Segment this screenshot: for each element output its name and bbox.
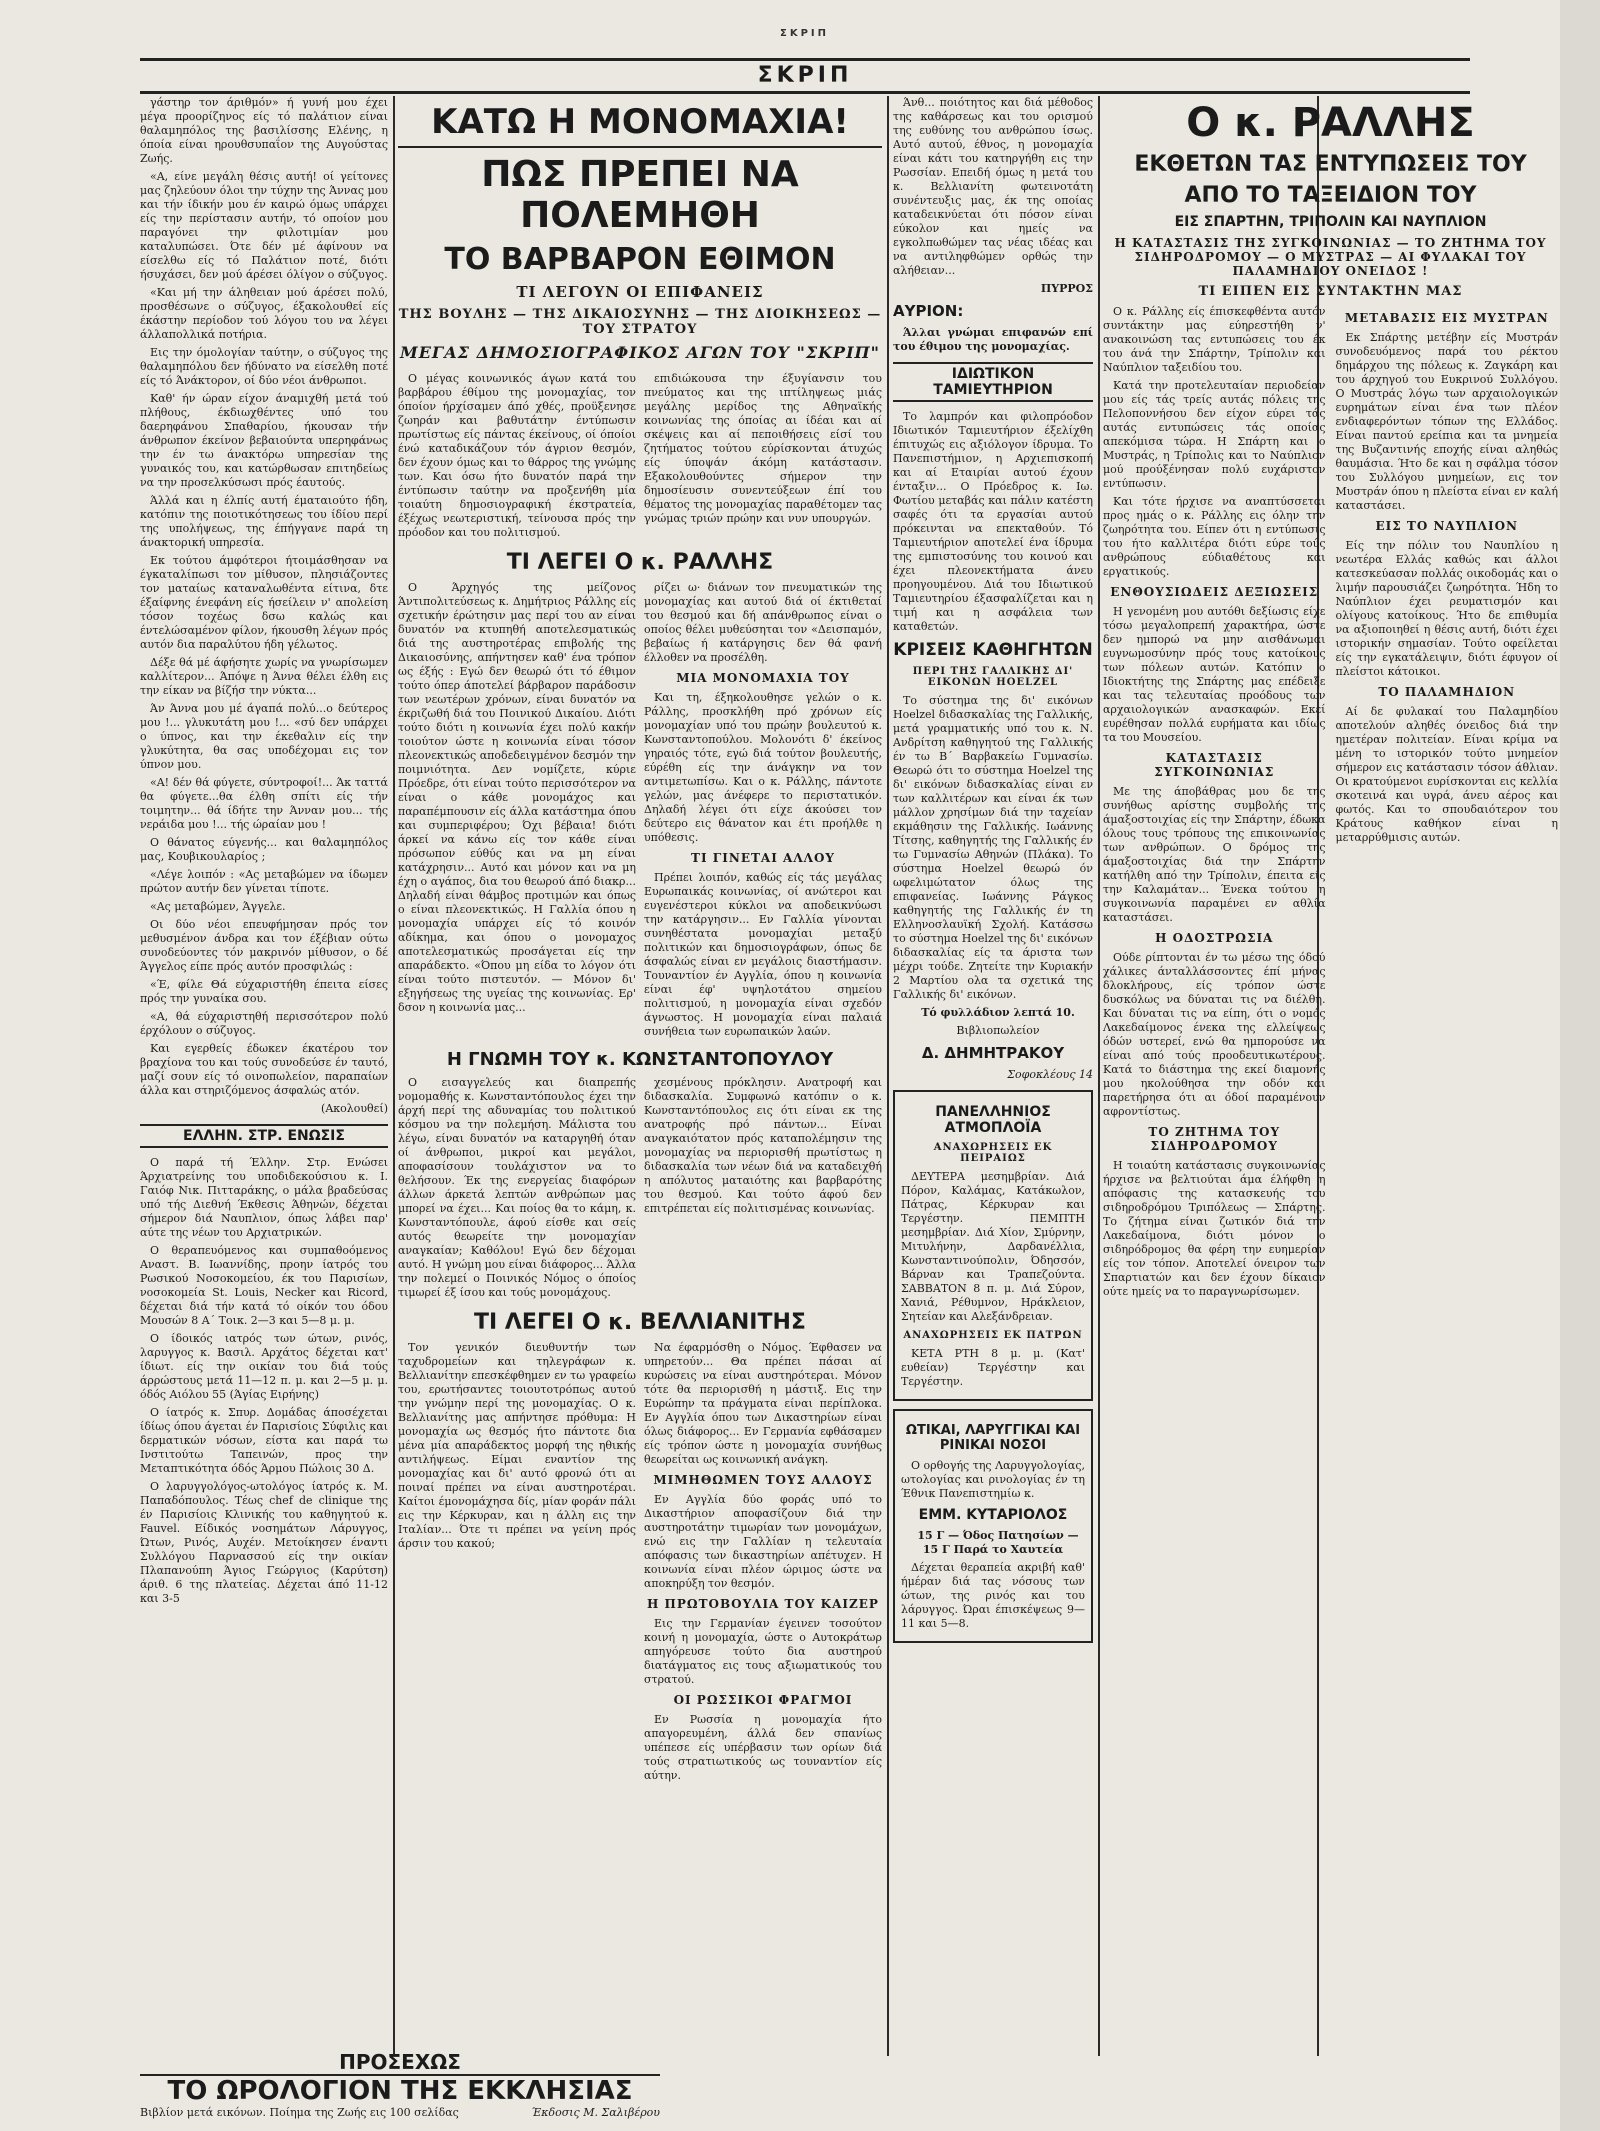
ad-paragraph: Ο θεραπευόμενος και συμπαθοόμενος Αναστ. Β. Ιωαννίδης, προην ίατρός του Ρωσικού Νοσοκομείου, έκ του Παρισίων, νοσοκομεία St. Louis, Necker και Ricord, δέχεται διά τήν κατά τό οίκόν του όδου Μουσών 8 Α΄ Τοικ. 2—3 και 5—8 μ. μ. [140, 1244, 388, 1327]
story-paragraph: «Α! δέν θά φύγετε, σύντροφοί!... Άκ ταττά θα φύγετε...θα έλθη σπίτι είς τήν τοιμητην... θά ίδήτε την Άνναν μου... τής νεράιδα μου !... τής ώραίαν μου ! [140, 776, 388, 831]
mono-heading: ΜΙΑ ΜΟΝΟΜΑΧΙΑ ΤΟΥ [676, 671, 850, 685]
vell-heading: ΤΙ ΛΕΓΕΙ Ο κ. ΒΕΛΛΙΑΝΙΤΗΣ [474, 1310, 806, 1335]
headline-1: ΚΑΤΩ Η ΜΟΝΟΜΑΧΙΑ! [398, 102, 882, 148]
serial-story [140, 96, 388, 1098]
story-paragraph: «Λέγε λοιπόν : «Ας μεταβώμεν να ίδωμεν πρώτον αυτήν δεν γίνεται τίποτε. [140, 868, 388, 895]
kris-shop-label: Βιβλιοπωλείον [956, 1024, 1040, 1037]
rallis-interview-right [1336, 305, 1559, 1303]
kon-left: Ο εισαγγελεύς και διαπρεπής νομομαθής κ. Κωνσταντόπουλος έχει την άρχή περί της αδυναμίας του πολιτικού κόσμου να την πολεμήση. Μάλιστα του λέγω, είναι δυνατόν να καταργηθή όταν οί άνθρωποι, μικροί και μεγάλοι, αποφασίσουν τουλάχιστον να το θελήσουν. Έκ της ενεργείας διαφόρων άλλων άρκετά λεπτών ανθρώπων μας μπορεί να έχει... Και ποίος θα το κάμη, κ. Κωνσταντόπουλε, άφού είσθε και σείς αυτός θεωρείτε την μονομαχίαν αναγκαίαν; Καθόλου! Εγώ δεν δέχομαι αυτό. Η γνώμη μου είναι διάφορος... Άλλα την πολεμεί ο Ποινικός Νόμος ο όποίος τιμωρεί έξ ίσου και τούς μονομάχους. [398, 1076, 636, 1299]
rallis-left: Ο Άρχηγός της μείζονος Άντιπολιτεύσεως κ. Δημήτριος Ράλλης είς σχετικήν έρώτησιν μας περί του αν είναι δυνατόν να κτυπηθή αποτελεσματικώς διά της αυστηροτέρας επιβολής της Δικαιοσύνης, απήντησεν καθ' ένα τρόπον ως έξής : Εγώ δεν θεωρώ ότι τό έθιμον τούτο όπερ άποτελεί βάρβαρον παράδοσιν των νεωτέρων χρόνων, είναι δυνατόν να έκριζωθή διά του Ποινικού Δικαίου. Διότι τούτο διότι η κοινωνία έχει πολύ κακήν τοιούτον ώστε η κοινωνία είναι τόσον πλεονεκτικώς αποδεδειγμένον δεσμόν την ποιμνιότητα. Δεν νομίζετε, κύριε Πρόεδρε, ότι είναι τούτο περισσότερον να είναι ο κάθε μονομάχος και παραπέμπουσιν είς άλλα κατάστημα όπου και συμπεριφέρου; Όχι βέβαια! διότι άρκεί να κάνω είς τον κάθε είναι πρόσωπον εύθύς και να μη είναι κατάχρησιν... Αυτό και μόνον και να μη έχη ο αγάπος, δια του θεωρού άπό διακρ... Δηλαδή είναι θάμβος προτιμών και όπως ο είναι πλεονεκτικώς. Η Γαλλία όπου η μονομαχία υπάρχει είς τό κοινόν αδίκημα, και όπου ο μονομαχος αποτελεσματικώς προσάγεται είς την απαράδεκτο. «Όπου μη είδα το λόγον ότι είναι τούτο πιστευτόν. — Μόνον δι' εξηγήσεως της υγείας της κοινωνίας. Ερ' δσον η κοινωνία μας... [398, 581, 636, 1014]
rallis-title-2: ΕΚΘΕΤΩΝ ΤΑΣ ΕΝΤΥΠΩΣΕΙΣ ΤΟΥ [1134, 152, 1527, 177]
rallis-left-col [398, 581, 636, 1043]
col3-top-text: Άνθ... ποιότητος και διά μέθοδος της καθάρσεως και του ορισμού της ευθύνης του ανθρώπου ίσως. Αυτό αυτού, έθνος, η μονομαχία είναι κάτι του κατηργήθη εις την Ρωσσίαν. Επειδή όμως η μετά του κ. Βελλιανίτη φωτεινοτάτη συνέντευξις μας, έκ της οποίας καταδεικνύεται ότι πόσον είναι εύκολον και ημείς να εγκολπωθώμεν τας νέας ιδέας και να αντιληφθώμεν ορθώς την αλήθειαν... [893, 96, 1093, 277]
lead-col-left [398, 372, 636, 544]
odo-text: Ούδε ρίπτονται έν τω μέσω της όδού χάλικες άνταλλάσσοντες έπί μήνας δλοκλήρους, είς τρόπον ώστε δυσκόλως να δύναται τις να διέλθη. Και δύναται τις να είπη, ότι ο νομός Λακεδαίμονος ένεκα της ελλείψεως όδών υστερεί, ενώ θα ημπορούσε να είναι από τούς προοδευτικωτέρους. Κατά το διάστημα της εκεί διαμονής μου ηκολούθησα την οδόν και παρετήρησα ότι αι όδοί παραμένουν αφροντίστως. [1103, 951, 1326, 1118]
column-rule [887, 96, 889, 2056]
interview-paragraph: Και τότε ήρχισε να αναπτύσσεται προς ημάς ο κ. Ράλλης εις όλην την ζωηρότητα του. Είπεν ότι η εντύπωσις του ήτο καλλιτέρα διότι εύρε τούς ανθρώπους εύδιαθέτους και εργατικούς. [1103, 495, 1326, 578]
vell-right: Να έφαρμόσθη ο Νόμος. Έφθασεν να υπηρετούν... Θα πρέπει πάσαι αί κυρώσεις να είναι αυστηρότεραι. Μόνον τότε θα περιορισθή η μάστιξ. Εις την Ευρώπην τα πράγματα είναι περίπλοκα. Εν Αγγλία όπου των Δικαστηρίων είναι όλως διάφορος... Εν Γερμανία εφθάσαμεν είς τρόπον ώστε η μονομαχία συνήθως θεωρείται ως κοινωνική ανάγκη. [644, 1341, 882, 1466]
column-rule [393, 96, 395, 2056]
odo-heading: Η ΟΔΟΣΤΡΩΣΙΑ [1155, 931, 1274, 945]
sid-heading: ΤΟ ΖΗΤΗΜΑ ΤΟΥ ΣΙΔΗΡΟΔΡΟΜΟΥ [1148, 1125, 1281, 1153]
kon-heading: Η ΓΝΩΜΗ ΤΟΥ κ. ΚΩΝΣΤΑΝΤΟΠΟΥΛΟΥ [446, 1049, 834, 1070]
nav-heading: ΕΙΣ ΤΟ ΝΑΥΠΛΙΟΝ [1375, 519, 1518, 533]
kon-right-col [644, 1076, 882, 1304]
rallis-right-col [644, 581, 882, 1043]
kris-price: Τό φυλλάδιον λεπτά 10. [921, 1006, 1075, 1019]
nav-text: Είς την πόλιν του Ναυπλίου η νεωτέρα Ελλάς καθώς και άλλοι κατεσκεύασαν πολλάς οικοδομάς και ο λιμήν παρουσιάζει ζωηρότητα. Ήδη το Ναύπλιον έχει ρευματισμόν και ολίγους κατοίκους. Ήτο δε επιθυμία να αξιοποιηθεί η θέσις αυτή, διότι έχει ιστορικήν σημασίαν. Τούτο οφείλεται είς την εγκατάλειψιν, διότι έφυγον οί πλείστοι κάτοικοι. [1335, 539, 1558, 678]
ship-text: ΔΕΥΤΕΡΑ μεσημβρίαν. Διά Πόρον, Καλάμας, Κατάκωλον, Πάτρας, Κέρκυραν και Τεργέστην. ΠΕΜΠΤΗ μεσημβρίαν. Διά Χίον, Σμύρνην, Μιτυλήνην, Δαρδανέλλια, Κωνσταντινούπολιν, Όδησσόν, Βάρναν και Τραπεζούντα. ΣΑΒΒΑΤΟΝ 8 π. μ. Διά Σύρον, Χανιά, Ρέθυμνον, Ηράκλειον, Σητείαν και Αλεξάνδρειαν. [901, 1170, 1085, 1323]
ship-sub2: ΑΝΑΧΩΡΗΣΕΙΣ ΕΚ ΠΑΤΡΩΝ [903, 1330, 1083, 1341]
doc-addr: 15 Γ — Όδος Πατησίων — 15 Γ Παρά το Χαυτεία [917, 1529, 1079, 1556]
kris-text: Το σύστημα της δι' εικόνων Hoelzel διδασκαλίας της Γαλλικής, μετά γραμματικής υπό του κ. Ν. Ανδρίτση καθηγητού της Γαλλικής έν τω Β΄ Βαρβακείω Γυμνασίω. Θεωρώ ότι το σύστημα Hoelzel της δι' εικόνων διδασκαλίας είναι εν των καλλιτέρων και είναι έκ των μάλλον χρησίμων διά την ταχείαν εκμάθησιν της Γαλλικής. Ιωάννης Τίτσης, καθηγητής της Γαλλικής έν τω Γυμνασίω Αθηνών (Πλάκα). Το σύστημα Hoelzel θεωρώ όν ωφελιμώτατον όλως της επιφανείας. Ιωάννης Ράγκος καθηγητής της Γαλλικής έν τη Ελληνοσλαυϊκή Σχολή. Κατάσσω το σύστημα Hoelzel της δι' εικόνων διδασκαλίας είς τα άριστα των μέχρι τούδε. Ζητείτε την Κυριακήν 2 Μαρτίου ολα τα σχετικά της Γαλλικής δι' εικόνων. [893, 694, 1093, 1001]
column-3 [893, 96, 1093, 2036]
kris-sub: ΠΕΡΙ ΤΗΣ ΓΑΛΛΙΚΗΣ ΔΙ' ΕΙΚΟΝΩΝ HOELZEL [912, 666, 1074, 688]
endox-heading: ΕΝΘΟΥΣΙΩΔΕΙΣ ΔΕΞΙΩΣΕΙΣ [1110, 585, 1319, 599]
rosoi-heading: ΟΙ ΡΩΣΣΙΚΟΙ ΦΡΑΓΜΟΙ [673, 1693, 853, 1707]
kon-left-col [398, 1076, 636, 1304]
story-paragraph: Οι δύο νέοι επευφήμησαν πρός τον μεθυσμένον άνδρα και τον έξέβιαν ούτω συνοδεύοντες τόν μακρινόν μίθυσον, ο δέ Άγγελος είπε πρός αυτόν προσφιλώς : [140, 918, 388, 973]
footer-sub: Βιβλίον μετά εικόνων. Ποίημα της Ζωής εις 100 σελίδας [140, 2106, 459, 2119]
story-paragraph: Και εγερθείς έδωκεν έκατέρου τον βραχίονα του και τούς συνοδεύσε έν ταυτό, μαζί σουν είς τό οινοπωλείον, παραπαίων άλλα και στηριζόμενος άσφαλώς ατόν. [140, 1042, 388, 1097]
avrion-text: Άλλαι γνώμαι επιφανών επί του έθιμου της μονομαχίας. [893, 326, 1093, 353]
intro-right: επιδιώκουσα την έξυγίανσιν του πνεύματος και της ιπτίληψεως μιάς μεγάλης μερίδος της Αθηναϊκής κοινωνίας της όποίας αι ίδέαι και αί σκέψεις και αί πεποιθήσεις είσί του ζητήματος τούτου εύρίσκονται άτυχώς είς ύποψάν άκόμη κατάστασιν. Εξακολουθούντες σήμερον την δημοσίευσιν συνεντεύξεων έπί του θέματος της μονομαχίας παραθέτομεν τας γνώμας τριών πρώην και νυν υπουργών. [644, 372, 882, 525]
rallis-right: ρίζει ω· διάνων τον πνευματικών της μονομαχίας και αυτού διά οί έκτιθεταί του θεσμού και δή απάνθρωπος είναι ο οποίος θέλει μυθεύσηται τον «Δεισπαμόν, βεβαίως ή κατάργησις δεν θά φανή έλλοθεν να προσέλθη. [644, 581, 882, 664]
signature: ΠΥΡΡΟΣ [1040, 282, 1093, 295]
subhead-2: ΤΗΣ ΒΟΥΛΗΣ — ΤΗΣ ΔΙΚΑΙΟΣΥΝΗΣ — ΤΗΣ ΔΙΟΙΚΗΣΕΩΣ — ΤΟΥ ΣΤΡΑΤΟΥ [398, 307, 882, 337]
footer-heading: ΠΡΟΣΕΧΩΣ [339, 2050, 461, 2074]
endox-text: Η γενομένη μου αυτόθι δεξίωσις είχε τόσω μεγαλοπρεπή χαρακτήρα, ώστε δεν ημπορώ να μην αισθάνωμαι ευγνωμοσύνην πρός τους κατοίκους των πόλεων αυτών. Κατόπιν ο Ιδιοκτήτης της Σπάρτης μας επέδειξε και τας τελευταίας προόδους των αρχαιολογικών ανασκαφών. Εκεί ευρέθησαν πολλά ευρήματα και ιδίως τα του Μουσείου. [1103, 605, 1326, 744]
vell-right-col [644, 1341, 882, 1787]
rallis-sub-2: ΤΙ ΕΙΠΕΝ ΕΙΣ ΣΥΝΤΑΚΤΗΝ ΜΑΣ [1198, 284, 1463, 299]
story-paragraph: Δέξε θά μέ άφήσητε χωρίς να γνωρίσωμεν καλλίτερον... Άπόψε η Άννα θέλει έλθη εις την είκαν να βίζήσ την νύκτα... [140, 656, 388, 697]
ship-ad [893, 1090, 1093, 1401]
masthead [140, 58, 1470, 94]
kris-heading: ΚΡΙΣΕΙΣ ΚΑΘΗΓΗΤΩΝ [893, 640, 1093, 660]
doc-name: ΕΜΜ. ΚΥΤΑΡΙΟΛΟΣ [918, 1507, 1068, 1523]
rallis-interview-body [1103, 305, 1558, 1303]
sid-text: Η τοιαύτη κατάστασις συγκοινωνίας ήρχισε να βελτιούται άμα έλήφθη η απόφασις της κατασκευής του σιδηροδρόμου Τριπόλεως — Σπάρτης. Το ζήτημα είναι ζωτικόν διά την Λακεδαίμονα, διότι μόνον ο σιδηρόδρομος θα φέρη την ευημερίαν είς τον τόπον. Αποτελεί όνειρον των Σπαρτιατών και δεν έχουν δίκαιον ούτε ημείς να το παραγνωρίσωμεν. [1103, 1159, 1326, 1298]
allou-text: Πρέπει λοιπόν, καθώς είς τάς μεγάλας Ευρωπαικάς κοινωνίας, οί ανώτεροι και ευγενέστεροι κύκλοι να αποδεικνύωσι την κατάργησιν... Εν Γαλλία γίνονται συνηθέστατα μονομαχίαι μεταξύ πολιτικών και δημοσιογράφων, όπως δε άσφαλώς είναι εν μεγάλοις διαστήμασιν. Τουναντίον έν Αγγλία, όπου η κοινωνία είναι έφ' υψηλοτάτου σημείου πολιτισμού, η μονομαχία είναι σχεδόν άγνωστος. Η μονομαχία είναι παλαιά συνήθεια των ευρωπαικών λαών. [644, 871, 882, 1038]
kris-addr: Σοφοκλέους 14 [1007, 1068, 1093, 1081]
intro-left: Ο μέγας κοινωνικός άγων κατά του βαρβάρου έθίμου της μονομαχίας, τον όποίον ήρχίσαμεν άπό χθές, προϋξενησε ζωηράν και βαθυτάτην έντύπωσιν πρωτίστως είς πάντας έκείνους, οί όποίοι ένώ καταδικάζουν τόν άγριον θεσμόν, δεν έχουν όμως και το θάρρος της γνώμης των. Και όσω ήτο δυνατόν παρά την έντύπωσιν ταύτην να προξενήθη μία τοιαύτη δημοσιογραφική έκστρατεία, έξέχως νεωτεριστική, τείνουσα πρός την πρόοδον και του πολιτισμού. [398, 372, 636, 539]
story-paragraph: «Α, είνε μεγάλη θέσις αυτή! οί γείτονες μας ζηλεύουν όλοι την τύχην της Άννας μου και τήν ίδικήν μου έν καιρώ όμως υπάρχει είς την περίστασιν αυτήν, τό οποίον μου παραγόνει την φιλοτιμίαν μου καταλυπώσει. Ότε δέν μέ άφίνουν να είσελθω είς τό Παλάτιον ποτέ, διότι ήσυχάσει, δεν μού άρέσει όλίγον ο σύζυγος. [140, 170, 388, 281]
story-paragraph: γάστηρ τον άριθμόν» ή γυνή μου έχει μέγα προορίζηνος είς τό παλάτιον είναι θαλαμηπόλος της βασιλίσσης Ελένης, η όποία είναι ηρουθσυπαΐον της Αυγούστας Ζωής. [140, 96, 388, 165]
rallis-body [398, 581, 882, 1043]
rallis-title-1: Ο κ. ΡΑΛΛΗΣ [1186, 100, 1475, 146]
column-rule [1098, 96, 1100, 2056]
footer-line [140, 2106, 660, 2119]
allou-heading: ΤΙ ΓΙΝΕΤΑΙ ΑΛΛΟΥ [691, 851, 835, 865]
ship-heading: ΠΑΝΕΛΛΗΝΙΟΣ ΑΤΜΟΠΛΟΪΑ [935, 1104, 1051, 1136]
footer-pub: Έκδοσις Μ. Σαλιβέρου [531, 2106, 660, 2119]
story-paragraph: «Ας μεταβώμεν, Άγγελε. [150, 900, 286, 913]
vell-left: Τον γενικόν διευθυντήν των ταχυδρομείων και τηλεγράφων κ. Βελλιανίτην επεσκέφθημεν εν τω γραφείω του, ερωτήσαντες τοιουτοτρόπως αυτού την γνώμην περί της μονομαχίας. Ο κ. Βελλιανίτης μας απήντησε πρόθυμα: Η μονομαχία ως θεσμός ήτο πάντοτε δια μένα μία απαράδεκτος μορφή της ηθικής αντιλήψεως. Είμαι εναντίον της μονομαχίας και δι' αυτό φρονώ ότι αι ποιναί πρέπει να είναι αυστηροτέραι. Καίτοι έμονομάχησα δίς, μίαν φοράν πάλι εις την Κέρκυραν, και η άλλη εις την Ιταλίαν... Ότε τι πρέπει να γείνη πρός άρσιν του κακού; [398, 1341, 636, 1550]
story-paragraph: «Α, θά εύχαριστηθή περισσότερον πολύ έρχόλουν ο σύζυγος. [140, 1010, 388, 1037]
kat-heading: ΚΑΤΑΣΤΑΣΙΣ ΣΥΓΚΟΙΝΩΝΙΑΣ [1154, 751, 1275, 779]
ship-sub: ΑΝΑΧΩΡΗΣΕΙΣ ΕΚ ΠΕΙΡΑΙΩΣ [933, 1142, 1053, 1164]
subhead-3: ΜΕΓΑΣ ΔΗΜΟΣΙΟΓΡΑΦΙΚΟΣ ΑΓΩΝ ΤΟΥ "ΣΚΡΙΠ" [400, 343, 880, 362]
pal-heading: ΤΟ ΠΑΛΑΜΗΔΙΟΝ [1378, 685, 1516, 699]
story-paragraph: Άλλά και η έλπίς αυτή έματαιούτο ήδη, κατόπιν της ποιοτικότησεως του ίδίου περί της υπολήψεως, της έπήγγανε παρά τη άνακτορική υπηρεσία. [140, 494, 388, 549]
story-paragraph: Άν Άννα μου μέ άγαπά πολύ...ο δεύτερος μου !... γλυκυτάτη μου !... «σύ δεν υπάρχει ο ύπνος, και την έκεθαλιν είς την γλυκύτητα, θα σας υποδέχομαι εις τον ύπνον μου. [140, 702, 388, 771]
continued-note: (Ακολουθεί) [321, 1102, 388, 1115]
rallis-title-3: ΑΠΟ ΤΟ ΤΑΞΕΙΔΙΟΝ ΤΟΥ [1184, 183, 1477, 208]
page-edge [1560, 0, 1600, 2131]
myst-text: Εκ Σπάρτης μετέβην είς Μυστράν συνοδευόμενος παρά του ρέκτου δημάρχου της πόλεως κ. Ζαγκάρη και του άρχηγού του Ευκρινού Συλλόγου. Ο Μυστράς λόγω των αρχαιολογικών ευρημάτων είναι ένα των πλέον ενδιαφερόντων τόπων της Ελλάδος. Είναι παντού ερείπια και τα μνημεία της Βυζαντινής εποχής είναι αληθώς θαυμάσια. Ήτο δε και η σφάλμα τόσον του Συλλόγου μνημείων, εις τον Μυστράν όπου η πλείστα είναι εν καλή καταστάσει. [1335, 331, 1558, 512]
mono-text: Και τη, έξηκολουθησε γελών ο κ. Ράλλης, προσκλήθη πρό χρόνων είς μονομαχίαν υπό του πρώην βουλευτού κ. Κωνσταντοπούλου. Μολονότι δ' έκείνος γηραιός τότε, εγώ διά τούτον βουλευτής, εύρέθη είς την άνάγκην να τον αντιμετωπίσω. Και ο κ. Ράλλης, πάντοτε γελών, μας άνέφερε το περιστατικόν. Δηλαδή λέγει ότι είχε άκούσει τον δεύτερο εις θάνατον και έτι προήλθε η υπόθεσις. [644, 691, 882, 844]
doc-intro: Ο ορθογής της Λαρυγγολογίας, ωτολογίας και ρινολογίας έν τη Έθνικ Πανεπιστημίω κ. [901, 1459, 1085, 1500]
column-2 [398, 96, 882, 2036]
column-1 [140, 96, 388, 2036]
column-4 [1103, 96, 1558, 2036]
pal-text: Αί δε φυλακαί του Παλαμηδίου αποτελούν αληθές όνειδος διά την ημετέραν πολιτείαν. Είναι κρίμα να μένη το ιστορικόν τούτο μνημείον σήμερον εις κατάστασιν τόσον άθλιαν. Οι κρατούμενοι ευρίσκονται εις κελλία σκοτεινά και υγρά, άνευ αέρος και φωτός. Και το σπουδαιότερον του Κράτους καθήκον είναι η μεταρρύθμισις αυτών. [1335, 705, 1558, 844]
footer-notice [140, 2050, 660, 2119]
ad-paragraph: Ο ίδοικός ιατρός των ώτων, ρινός, λαρυγγος κ. Βασιλ. Αρχάτος δέχεται κατ' ίδιωτ. είς την οικίαν του διά τούς άρρώστους μετά 11—12 π. μ. και 2—5 μ. μ. όδός Αιόλου 55 (Άγίας Ειρήνης) [140, 1332, 388, 1401]
ad-section-heading: ΕΛΛΗΝ. ΣΤΡ. ΕΝΩΣΙΣ [140, 1124, 388, 1148]
ad-paragraph: Ο παρά τή Έλλην. Στρ. Ενώσει Άρχιατρείνης του υποδιδεκούσιου κ. Ι. Γαιόφ Νικ. Πιτταράκης, ο μάλα βραδεύσας υπό τής Διεθνή Έκθεσις Άθηνών, δέχεται σήμερον διά Ναυπλιον, όπως λάβει παρ' αύτε της νέων του Αρχιατρικών. [140, 1156, 388, 1239]
kris-shop: Δ. ΔΗΜΗΤΡΑΚΟΥ [921, 1044, 1065, 1062]
ship-text2: ΚΕΤΑ ΡΤΗ 8 μ. μ. (Κατ' ευθείαν) Τεργέστην και Τεργέστην. [901, 1347, 1085, 1388]
doc-text: Δέχεται θεραπεία ακριβή καθ' ήμέραν διά τας νόσους των ώτων, της ρινός και του λάρυγγος. Ώραι έπισκέψεως 9—11 και 5—8. [901, 1561, 1085, 1630]
avrion-heading: ΑΥΡΙΟΝ: [893, 302, 964, 320]
doctor-ad [893, 1409, 1093, 1643]
rallis-title-4: ΕΙΣ ΣΠΑΡΤΗΝ, ΤΡΙΠΟΛΙΝ ΚΑΙ ΝΑΥΠΛΙΟΝ [1174, 214, 1487, 230]
rosoi-text: Εν Ρωσσία η μονομαχία ήτο απαγορευμένη, άλλά δεν σπανίως υπέπεσε είς υπέρβασιν των ορίων διά τούς στρατιωτικούς ως τουναντίον είς αύτην. [644, 1713, 882, 1782]
story-paragraph: Εις την όμολογίαν ταύτην, ο σύζυγος της θαλαμηπόλου δεν ήδύνατο να είσελθη ποτέ είς τό Άνάκτορον, οί δύο νέοι άνθρωποι. [140, 346, 388, 387]
interview-paragraph: Ο κ. Ράλλης είς έπισκεφθέντα αυτόν συντάκτην μας εύηρεστήθη ν' ανακοινώση τας εντυπώσεις του έκ του άνά την Σπάρτην, Τρίπολιν και Ναύπλιον ταξειδίου του. [1103, 305, 1326, 374]
tam-heading: ΙΔΙΩΤΙΚΟΝ ΤΑΜΙΕΥΤΗΡΙΟΝ [893, 362, 1093, 402]
vell-left-col [398, 1341, 636, 1787]
rallis-sub-1: Η ΚΑΤΑΣΤΑΣΙΣ ΤΗΣ ΣΥΓΚΟΙΝΩΝΙΑΣ — ΤΟ ΖΗΤΗΜΑ ΤΟΥ ΣΙΔΗΡΟΔΡΟΜΟΥ — Ο ΜΥΣΤΡΑΣ — ΑΙ ΦΥΛΑΚΑΙ ΤΟΥ ΠΑΛΑΜΗΔΙΟΥ ΟΝΕΙΔΟΣ ! [1114, 236, 1547, 278]
medical-ads [140, 1156, 388, 1606]
story-paragraph: Εκ τούτου άμφότεροι ήτοιμάσθησαν να έγκαταλίπωσι τον μίθυσον, πλησιάζοντες τον ματαίως καταναλωθέντα είτινα, δτε έξαίφνης ένεφάνη είς ήσείλειν ν' απολείση τόσον τοχέως δσω καλώς και έντελώσαμένον φίλον, ήκουσθη λέγων πρός αυτόν δια παραλύτου ήδη γέλωτος. [140, 554, 388, 651]
vell-body [398, 1341, 882, 1787]
mimo-text: Εν Αγγλία δύο φοράς υπό το Δικαστήριον αποφασίζουν διά την αυστηροτάτην τιμωρίαν των μονομάχων, ενώ εις την Γαλλίαν η τελευταία απόφασις των δικαστηρίων απέτυχεν. Η κοινωνία είναι πλέον ώριμος ώστε να αποκηρύξη τον θεσμόν. [644, 1493, 882, 1590]
proto-text: Εις την Γερμανίαν έγεινεν τοσούτον κοινή η μονομαχία, ώστε ο Αυτοκράτωρ απηγόρευσε τούτο δια αυστηρού διατάγματος εις τους αξιωματικούς του στρατού. [644, 1617, 882, 1686]
lead-col-right [644, 372, 882, 544]
rallis-interview-left [1103, 305, 1326, 1303]
kon-body [398, 1076, 882, 1304]
footer-title: ΤΟ ΩΡΟΛΟΓΙΟΝ ΤΗΣ ΕΚΚΛΗΣΙΑΣ [140, 2074, 660, 2106]
headline-2: ΠΩΣ ΠΡΕΠΕΙ ΝΑ ΠΟΛΕΜΗΘΗ [481, 154, 799, 236]
ad-paragraph: Ο ίατρός κ. Σπυρ. Δομάδας άποσέχεται ίδίως όπου άγεται έν Παρισίοις Σύφιλις και δερματικών νόσων, είστα και παρά τω Ινστιτούτω Ταπεινών, προς την Μεταπτικότητα όδός Άρμου Πώλοις 30 Δ. [140, 1406, 388, 1475]
doc-heading: ΩΤΙΚΑΙ, ΛΑΡΥΓΓΙΚΑΙ ΚΑΙ ΡΙΝΙΚΑΙ ΝΟΣΟΙ [905, 1423, 1081, 1453]
rallis-heading: ΤΙ ΛΕΓΕΙ Ο κ. ΡΑΛΛΗΣ [506, 550, 774, 575]
myst-heading: ΜΕΤΑΒΑΣΙΣ ΕΙΣ ΜΥΣΤΡΑΝ [1344, 311, 1549, 325]
interview-paragraph: Κατά την προτελευταίαν περιοδείαν μου είς τάς τρείς αυτάς πόλεις της Πελοποννήσου δεν είχον εύρει τάς αυτάς εντυπώσεις τάς οποίας απεκόμισα τώρα. Η Σπάρτη και ο Μυστράς, η Τρίπολις και το Ναύπλιον μού προύξένησαν πολύ ευχάριστον εντύπωσιν. [1103, 379, 1326, 490]
ad-paragraph: Ο λαρυγγολόγος-ωτολόγος ίατρός κ. Μ. Παπαδόπουλος. Τέως chef de clinique της έν Παρισίοις Κλινικής του καθηγητού κ. Fauvel. Είδικός νοσημάτων Λάρυγγος, Ώτων, Ρινός, Αυχέν. Μετοίκησεν έναντι Συλλόγου Παρνασσού είς την οικίαν Πλαπανούπη Άγιος Γεώργιος (Καρύτση) άριθ. 6 της πλατείας. Δέχεται άπό 11-12 και 3-5 [140, 1480, 388, 1605]
top-strip: ΣΚΡΙΠ [780, 28, 829, 39]
tam-text: Το λαμπρόν και φιλοπρόοδον Ιδιωτικόν Ταμιευτήριον έξελίχθη έπιτυχώς εις αξιόλογον ίδρυμα. Το Πανεπιστήμιον, η Αρχιεπισκοπή και αί Εταιρίαι αυτού έχουν ένταξιν... Ο Πρόεδρος κ. Ιω. Φωτίου μεταβάς και πάλιν κατέστη σαφές ότι τα εργασίαι αυτού πρόκεινται να επεκταθούν. Τό Ταμιευτήριον αποτελεί ένα ίδρυμα της εμπιστοσύνης του κοινού και έχει πλεονεκτήματα άνευ προηγουμένου. Διά του Ιδιωτικού Ταμιευτηρίου έξασφαλίζεται και η τιμή και η ασφάλεια των καταθετών. [893, 410, 1093, 633]
masthead-title: ΣΚΡΙΠ [757, 63, 853, 88]
subhead-1: ΤΙ ΛΕΓΟΥΝ ΟΙ ΕΠΙΦΑΝΕΙΣ [516, 283, 764, 301]
kat-text: Με της άποβάθρας μου δε της συνήθως αρίστης συμβολής της άμαξοστοιχίας είς την Σπάρτην, έδωκα όλους τους τρόπους της επικοινωνίας των ανθρώπων. Ο δρόμος της άμαξοστοιχίας διά την Σπάρτην κατήλθη από την Τρίπολιν, έπειτα είς την Καλαμάταν... Ένεκα τούτου η συγκοινωνία παραμένει εν αθλία καταστάσει. [1103, 785, 1326, 924]
story-paragraph: «Και μή την άληθειαν μού άρέσει πολύ, προσθέσωνε ο σύζυγος, έξακολουθεί είς έκάστην περίοδον τού λόγου του να λέγει άλλαπολλικά ποτήρια. [140, 286, 388, 341]
proto-heading: Η ΠΡΩΤΟΒΟΥΛΙΑ ΤΟΥ ΚΑΙΖΕΡ [647, 1597, 879, 1611]
story-paragraph: «Έ, φίλε Θά εύχαριστήθη έπειτα είσες πρός την γυναίκα σου. [140, 978, 388, 1005]
interview-paragraphs [1103, 305, 1326, 579]
story-paragraph: Ο θάνατος εύγενής... και θαλαμηπόλος μας, Κουβικουλαρίος ; [140, 836, 388, 863]
mimo-heading: ΜΙΜΗΘΩΜΕΝ ΤΟΥΣ ΑΛΛΟΥΣ [653, 1473, 873, 1487]
headline-3: ΤΟ ΒΑΡΒΑΡΟΝ ΕΘΙΜΟΝ [444, 242, 836, 277]
story-paragraph: Καθ' ήν ώραν είχον άναμιχθή μετά τού πλήθους, έκδιωχθέντες υπό του δαερηφάνου Σπαθαρίου, ήκουσαν τήν άνθρωπον έκείνον βεβαιούντα υπερηφάνως την έν τω άνακτόρω υπηρεσίαν της γυναικός του, και κατώρθωσαν επιτηδείως να την προσελκύσωσι πρός έαυτούς. [140, 392, 388, 489]
kon-right: χεσμένους πρόκλησιν. Ανατροφή και διδασκαλία. Συμφωνώ κατόπιν ο κ. Κωνσταντόπουλος εις ότι είναι εκ της ανατροφής πρό πάντων... Είναι αναγκαιότατον πρός καταπολέμησιν της μονομαχίας να περιορισθή πρωτίστως η διδασκαλία των νέων διά να καταδειχθή η απόλυτος ματαιότης και βαρβαρότης του θεσμού. Και τούτο άφού δεν επιτρέπεται είς πολιτισμένας κοινωνίας. [644, 1076, 882, 1215]
lead-body [398, 372, 882, 544]
